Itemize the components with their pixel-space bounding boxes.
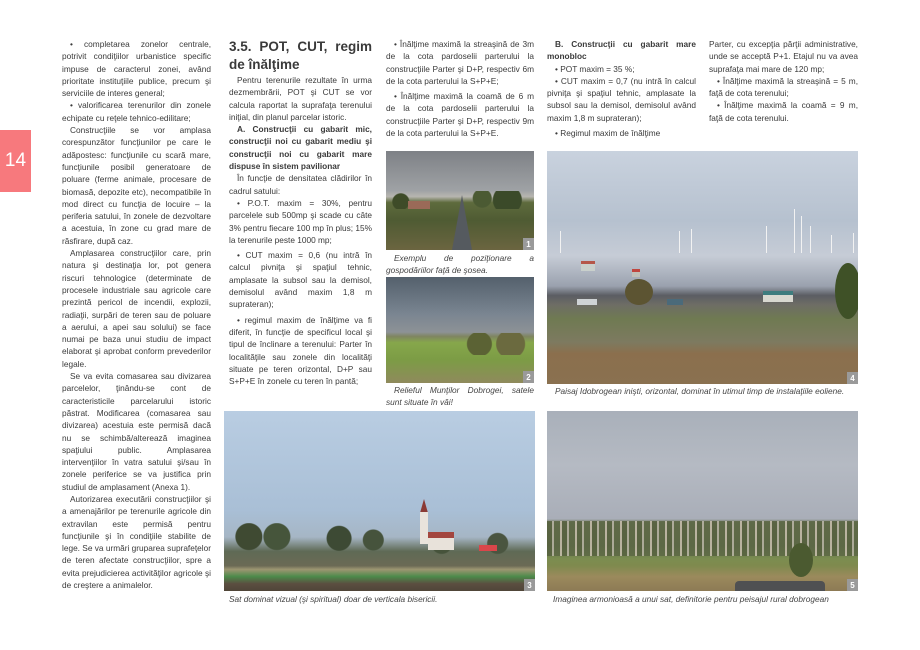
bullet-item: • Înălţime maximă la coamă de 6 m de la cota pardoselii parterului la construcţiile Parter şi D+P, respectiv 9m de la cota parterului la S+P+E. [386,91,534,139]
tree-shape [835,263,858,319]
bullet-item: • P.O.T. maxim = 30%, pentru parcelele sub 500mp şi scade cu câte 3% pentru fiecare 100 mp în plus; 15% la terenurile peste 1000 mp; [229,197,372,245]
photo-village-hillside [547,411,858,591]
photo-caption [386,252,534,276]
bushes-shape [456,333,534,355]
caption-text: Imaginea armonioasă a unui sat, definitorie pentru peisajul rural dobrogean [553,594,829,604]
wind-turbine-icon [766,226,767,253]
bullet-item: • Înălţime maximă la streaşină = 5 m, faţă de cota terenului; [709,75,858,99]
photo-hills-landscape [386,277,534,383]
bullet-item: • CUT maxim = 0,6 (nu intră în calcul pivniţa şi spaţiul tehnic, amplasate la subsol sau la demisol, demisolul având maxim 1,8 m suprateran); [229,250,372,310]
bullet-item: • Regimul maxim de înălţime [555,128,661,139]
church-spire-shape [420,499,428,513]
caption-text: Paisaj Idobrogean inişti, orizontal, dominat în utimul timp de instalaţiile eoliene. [555,386,845,396]
paragraph: Amplasarea construcţiilor care, prin natura şi destinaţia lor, pot genera riscuri tehnologice (determinate de procesele industriale sau agricole care prezintă pericol de incendii, explozii, radiaţii, surpări de teren sau de poluare a aerului, a apei sau solului) se face numai pe baza unui studiu de impact elaborat şi aprobat conform prevederilor legale. [62,248,211,369]
paragraph: • completarea zonelor centrale, potrivit condiţiilor urbanistice specific impuse de caracterul zonei, având prioritate instituţiile publice, precum şi serviciile de interes general; [62,39,211,99]
caption-text: Relieful Munţilor Dobrogei, satele sunt situate în văi! [386,385,534,407]
photo-number: 5 [847,579,858,591]
text-column-3 [386,38,534,139]
red-roof-shape [479,545,497,551]
church-nave-shape [428,532,454,550]
photo-number: 1 [523,238,534,250]
photo-caption [553,593,858,605]
paragraph: Se va evita comasarea sau divizarea parcelelor, ţinându-se cont de caracteristicile parcelarului istoric păstrat. Modificarea (comasarea sau divizarea) acestuia este permisă dacă nu se schimbă/alterează imaginea spaţiului public. Amplasarea intervenţiilor în vatra satului şi/sau în zonele periferice se va justifica prin studiul de amplasament (Anexa 1). [62,371,211,492]
paragraph: • valorificarea terenurilor din zonele echipate cu reţele tehnico-edilitare; [62,100,211,123]
text-column-2 [229,38,372,387]
photo-caption [229,593,535,605]
intro-paragraph: Pentru terenurile rezultate în urma dezmembrării, POT şi CUT se vor calcula raportat la suprafaţa terenului iniţial, din planul parcelar istoric. [229,75,372,122]
text-column-1 [62,38,211,591]
house-roof-shape [408,201,430,209]
section-heading: 3.5. POT, CUT, regim de înălţime [229,39,372,72]
wind-turbine-icon [679,231,680,253]
photo-caption [547,385,858,397]
wind-turbine-icon [560,231,561,253]
wind-turbine-icon [831,235,832,253]
bullet-item: • CUT maxim = 0,7 (nu intră în calcul pivniţa şi spaţiul tehnic, amplasate la subsol sau la demisol, demisolul având maxim 1,8 m suprateran); [547,75,696,123]
paragraph: Autorizarea executării construcţiilor şi a amenajărilor pe terenurile agricole din extravilan este permisă pentru funcţiunile şi în condiţiile stabilite de lege. Se va urmări gruparea suprafeţelor de teren afectate construcţiilor, spre a evita prejudicierea activităţilor agricole şi de creştere a animalelor. [62,493,211,591]
wind-turbine-icon [801,216,802,253]
bush-shape [789,543,813,577]
photo-village-road [386,151,534,250]
photo-number: 4 [847,372,858,384]
bullet-item: • Înălţime maximă la coamă = 9 m, faţă de cota terenului. [709,100,858,123]
house-shape [763,291,793,302]
truck-shape [667,299,683,305]
church-tower-shape [420,512,428,544]
wind-turbine-icon [794,209,795,253]
house-shape [632,269,640,277]
wind-turbine-icon [853,233,854,253]
text-column-5 [709,38,858,124]
paragraph: Construcţiile se vor amplasa corespunzător funcţiunilor pe care le adăpostesc: funcţiunile cu scară mare, funcţiunile posibil generatoare de poluare (ferme animale, procesare de biomasă, depozite etc), necompatibile în mod direct cu funcţia de locuire – la periferia satului, în zonele de dezvoltare a acestuia, în zone cu grad mare de răsfirare, după caz. [62,125,211,246]
trees-shape [224,523,535,557]
photo-caption [386,384,534,408]
bullet-item: • POT maxim = 35 %; [555,63,635,74]
section-a-title: A. Construcţii cu gabarit mic, construcţii noi cu gabarit mediu şi construcţii noi cu gabarit mare dispuse în sistem pavilionar [229,124,372,172]
bullet-item: • regimul maxim de înălţime va fi diferit, în funcţie de specificul local şi tipul de înclinare a terenului: Parter în localităţile sau zonele din localităţi situate pe teren orizontal, D+P sau S+P+E în zonele cu teren în pantă; [229,314,372,387]
page-number: 14 [4,150,27,171]
road-shape [735,581,825,591]
wind-turbine-icon [691,229,692,253]
photo-wind-turbines-field [547,151,858,384]
photo-number: 3 [524,579,535,591]
photo-number: 2 [523,371,534,383]
truck-shape [577,299,597,305]
caption-text: Exemplu de poziţionare a gospodăriilor faţă de şosea. [386,253,534,275]
paragraph: Parter, cu excepţia părţii administrative, unde se acceptă P+1. Etajul nu va avea suprafaţa mai mare de 120 mp; [709,39,858,74]
text-column-4 [547,38,696,139]
section-a-lead: În funcţie de densitatea clădirilor în cadrul satului: [229,173,372,196]
caption-text: Sat dominat vizual (şi spiritual) doar de verticala bisericii. [229,594,438,604]
road-shape [452,195,472,250]
page-number-badge [0,130,31,192]
house-shape [581,261,595,271]
tree-shape [625,279,653,305]
bullet-item: • Înălţime maximă la streaşină de 3m de la cota pardoselii parterului la construcţiile Parter şi D+P, respectiv 6m de la cota parterului la S+P+E; [386,39,534,86]
section-b-title: B. Construcţii cu gabarit mare monobloc [547,39,696,62]
wind-turbine-icon [810,226,811,253]
photo-village-church [224,411,535,591]
